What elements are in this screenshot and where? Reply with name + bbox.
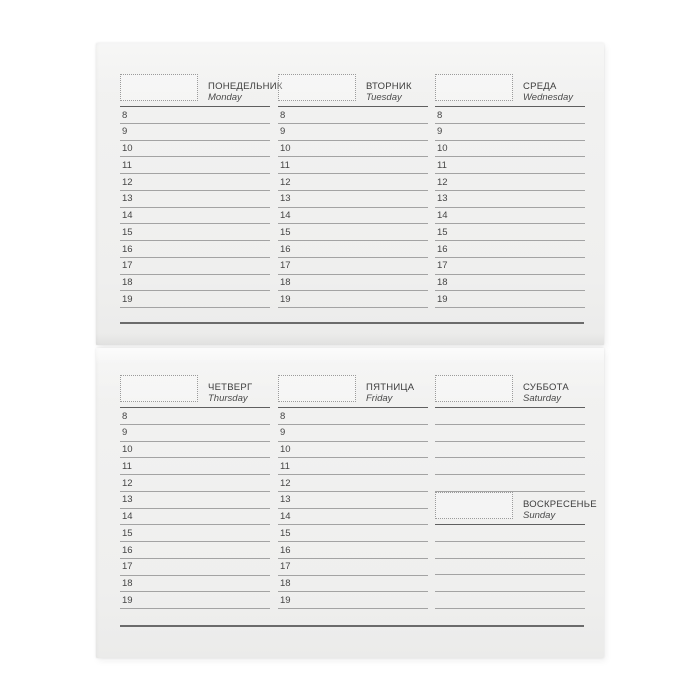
day-name-ru-tuesday: ВТОРНИК bbox=[366, 81, 412, 92]
hour-row-wednesday-9[interactable] bbox=[435, 124, 585, 141]
hour-row-thursday-12[interactable] bbox=[120, 475, 270, 492]
hour-label: 12 bbox=[122, 477, 133, 489]
hour-row-tuesday-18[interactable] bbox=[278, 275, 428, 292]
hour-label: 17 bbox=[280, 260, 291, 272]
hour-label: 16 bbox=[280, 544, 291, 556]
day-header-thursday bbox=[120, 348, 270, 408]
hour-row-friday-9[interactable] bbox=[278, 425, 428, 442]
hour-row-friday-15[interactable] bbox=[278, 525, 428, 542]
hour-label: 14 bbox=[122, 210, 133, 221]
hour-row-tuesday-8[interactable] bbox=[278, 107, 428, 124]
hour-label: 16 bbox=[280, 243, 291, 255]
hour-label: 18 bbox=[122, 578, 133, 589]
hour-label: 13 bbox=[280, 494, 291, 506]
hour-label: 10 bbox=[280, 143, 291, 154]
hour-label: 11 bbox=[122, 460, 132, 472]
hour-row-friday-11[interactable] bbox=[278, 458, 428, 475]
hour-label: 16 bbox=[122, 243, 133, 255]
hour-rows-monday bbox=[120, 107, 270, 308]
hour-row-tuesday-13[interactable] bbox=[278, 191, 428, 208]
day-name-en-wednesday: Wednesday bbox=[523, 92, 573, 103]
day-names-saturday bbox=[523, 382, 569, 404]
page-bottom-rule bbox=[120, 625, 584, 627]
hour-row-friday-16[interactable] bbox=[278, 542, 428, 559]
hour-label: 18 bbox=[122, 277, 133, 288]
date-entry-box-monday[interactable] bbox=[120, 74, 198, 101]
day-header-saturday bbox=[435, 348, 585, 408]
day-column-monday bbox=[120, 43, 283, 308]
day-names-thursday bbox=[208, 382, 252, 404]
date-entry-box-wednesday[interactable] bbox=[435, 74, 513, 101]
day-name-ru-sunday: ВОСКРЕСЕНЬЕ bbox=[523, 499, 597, 510]
hour-label: 10 bbox=[122, 444, 133, 455]
planner-page-bottom bbox=[96, 348, 604, 658]
hour-label: 19 bbox=[122, 293, 133, 305]
writing-line-sunday[interactable] bbox=[435, 575, 585, 592]
hour-label: 12 bbox=[280, 477, 291, 489]
writing-line-saturday[interactable] bbox=[435, 408, 585, 425]
day-column-tuesday bbox=[278, 43, 428, 308]
hour-label: 12 bbox=[122, 176, 133, 188]
day-column-thursday bbox=[120, 348, 270, 609]
date-entry-box-friday[interactable] bbox=[278, 375, 356, 402]
hour-row-monday-19[interactable] bbox=[120, 291, 270, 308]
writing-line-sunday[interactable] bbox=[435, 559, 585, 576]
day-header-tuesday bbox=[278, 43, 428, 107]
day-name-ru-wednesday: СРЕДА bbox=[523, 81, 557, 92]
hour-label: 11 bbox=[280, 159, 290, 171]
day-name-en-friday: Friday bbox=[366, 393, 393, 404]
hour-label: 15 bbox=[280, 226, 291, 238]
hour-row-wednesday-13[interactable] bbox=[435, 191, 585, 208]
writing-line-sunday[interactable] bbox=[435, 592, 585, 609]
day-name-en-monday: Monday bbox=[208, 92, 242, 103]
hour-row-thursday-16[interactable] bbox=[120, 542, 270, 559]
day-column-friday bbox=[278, 348, 428, 609]
hour-label: 19 bbox=[122, 594, 133, 606]
hour-row-thursday-11[interactable] bbox=[120, 458, 270, 475]
hour-row-thursday-13[interactable] bbox=[120, 492, 270, 509]
day-names-sunday bbox=[523, 499, 597, 521]
hour-row-thursday-8[interactable] bbox=[120, 408, 270, 425]
hour-row-monday-10[interactable] bbox=[120, 141, 270, 158]
hour-label: 10 bbox=[437, 143, 448, 154]
day-name-ru-saturday: СУББОТА bbox=[523, 382, 569, 393]
hour-row-thursday-9[interactable] bbox=[120, 425, 270, 442]
hour-row-wednesday-17[interactable] bbox=[435, 258, 585, 275]
hour-label: 8 bbox=[280, 410, 286, 422]
date-entry-box-saturday[interactable] bbox=[435, 375, 513, 402]
hour-label: 15 bbox=[280, 527, 291, 539]
hour-row-wednesday-19[interactable] bbox=[435, 291, 585, 308]
hour-label: 13 bbox=[122, 193, 133, 205]
day-header-wednesday bbox=[435, 43, 585, 107]
day-name-en-sunday: Sunday bbox=[523, 510, 556, 521]
day-names-tuesday bbox=[366, 81, 412, 103]
day-column-weekend bbox=[435, 348, 597, 609]
hour-label: 14 bbox=[280, 511, 291, 522]
hour-row-tuesday-11[interactable] bbox=[278, 157, 428, 174]
hour-label: 9 bbox=[280, 126, 286, 138]
writing-line-saturday[interactable] bbox=[435, 442, 585, 459]
hour-label: 16 bbox=[122, 544, 133, 556]
writing-line-sunday[interactable] bbox=[435, 525, 585, 542]
hour-row-wednesday-16[interactable] bbox=[435, 241, 585, 258]
hour-rows-thursday bbox=[120, 408, 270, 609]
hour-label: 8 bbox=[122, 410, 128, 422]
day-names-friday bbox=[366, 382, 414, 404]
hour-label: 19 bbox=[280, 594, 291, 606]
hour-row-monday-16[interactable] bbox=[120, 241, 270, 258]
hour-row-friday-13[interactable] bbox=[278, 492, 428, 509]
day-name-ru-monday: ПОНЕДЕЛЬНИК bbox=[208, 81, 283, 92]
hour-label: 11 bbox=[122, 159, 132, 171]
hour-label: 8 bbox=[280, 109, 286, 121]
day-header-sunday bbox=[435, 492, 597, 525]
hour-row-tuesday-15[interactable] bbox=[278, 224, 428, 241]
day-name-ru-friday: ПЯТНИЦА bbox=[366, 382, 415, 393]
hour-rows-wednesday bbox=[435, 107, 585, 308]
day-names-monday bbox=[208, 81, 283, 103]
hour-label: 13 bbox=[122, 494, 133, 506]
hour-row-monday-17[interactable] bbox=[120, 258, 270, 275]
hour-label: 15 bbox=[122, 226, 133, 238]
hour-label: 13 bbox=[437, 193, 448, 205]
hour-row-tuesday-10[interactable] bbox=[278, 141, 428, 158]
hour-row-tuesday-16[interactable] bbox=[278, 241, 428, 258]
hour-row-tuesday-9[interactable] bbox=[278, 124, 428, 141]
hour-row-friday-17[interactable] bbox=[278, 559, 428, 576]
hour-row-wednesday-18[interactable] bbox=[435, 275, 585, 292]
hour-label: 10 bbox=[122, 143, 133, 154]
hour-row-thursday-14[interactable] bbox=[120, 509, 270, 526]
hour-label: 13 bbox=[280, 193, 291, 205]
day-header-friday bbox=[278, 348, 428, 408]
hour-row-monday-11[interactable] bbox=[120, 157, 270, 174]
hour-row-monday-12[interactable] bbox=[120, 174, 270, 191]
hour-row-thursday-17[interactable] bbox=[120, 559, 270, 576]
day-name-en-saturday: Saturday bbox=[523, 393, 562, 404]
hour-label: 17 bbox=[280, 561, 291, 573]
hour-label: 9 bbox=[122, 427, 128, 439]
hour-label: 17 bbox=[122, 561, 133, 573]
hour-label: 9 bbox=[437, 126, 443, 138]
hour-label: 11 bbox=[280, 460, 290, 472]
hour-row-monday-8[interactable] bbox=[120, 107, 270, 124]
day-name-en-tuesday: Tuesday bbox=[366, 92, 402, 103]
date-entry-box-tuesday[interactable] bbox=[278, 74, 356, 101]
hour-label: 18 bbox=[280, 277, 291, 288]
hour-label: 16 bbox=[437, 243, 448, 255]
hour-label: 14 bbox=[280, 210, 291, 221]
day-column-wednesday bbox=[435, 43, 585, 308]
date-entry-box-sunday[interactable] bbox=[435, 492, 513, 519]
hour-row-thursday-10[interactable] bbox=[120, 442, 270, 459]
hour-label: 14 bbox=[122, 511, 133, 522]
hour-label: 18 bbox=[437, 277, 448, 288]
hour-label: 10 bbox=[280, 444, 291, 455]
hour-label: 15 bbox=[437, 226, 448, 238]
hour-label: 19 bbox=[280, 293, 291, 305]
hour-label: 12 bbox=[437, 176, 448, 188]
hour-row-wednesday-11[interactable] bbox=[435, 157, 585, 174]
day-header-monday bbox=[120, 43, 283, 107]
hour-row-wednesday-14[interactable] bbox=[435, 208, 585, 225]
hour-row-friday-10[interactable] bbox=[278, 442, 428, 459]
writing-line-sunday[interactable] bbox=[435, 542, 585, 559]
hour-row-thursday-15[interactable] bbox=[120, 525, 270, 542]
hour-label: 17 bbox=[122, 260, 133, 272]
hour-row-tuesday-17[interactable] bbox=[278, 258, 428, 275]
hour-label: 19 bbox=[437, 293, 448, 305]
hour-label: 17 bbox=[437, 260, 448, 272]
hour-label: 9 bbox=[122, 126, 128, 138]
hour-row-monday-9[interactable] bbox=[120, 124, 270, 141]
hour-row-tuesday-14[interactable] bbox=[278, 208, 428, 225]
hour-label: 8 bbox=[437, 109, 443, 121]
day-name-en-thursday: Thursday bbox=[208, 393, 248, 404]
writing-lines-sunday bbox=[435, 525, 585, 609]
writing-line-saturday[interactable] bbox=[435, 458, 585, 475]
hour-row-wednesday-8[interactable] bbox=[435, 107, 585, 124]
hour-label: 9 bbox=[280, 427, 286, 439]
hour-label: 14 bbox=[437, 210, 448, 221]
writing-line-saturday[interactable] bbox=[435, 425, 585, 442]
hour-row-monday-15[interactable] bbox=[120, 224, 270, 241]
hour-row-thursday-18[interactable] bbox=[120, 576, 270, 593]
hour-row-friday-8[interactable] bbox=[278, 408, 428, 425]
hour-row-wednesday-10[interactable] bbox=[435, 141, 585, 158]
hour-label: 15 bbox=[122, 527, 133, 539]
day-name-ru-thursday: ЧЕТВЕРГ bbox=[208, 382, 253, 393]
page-bottom-rule bbox=[120, 322, 584, 324]
writing-lines-saturday bbox=[435, 408, 585, 492]
writing-line-saturday[interactable] bbox=[435, 475, 585, 492]
hour-label: 8 bbox=[122, 109, 128, 121]
hour-row-tuesday-12[interactable] bbox=[278, 174, 428, 191]
hour-rows-friday bbox=[278, 408, 428, 609]
date-entry-box-thursday[interactable] bbox=[120, 375, 198, 402]
hour-row-friday-12[interactable] bbox=[278, 475, 428, 492]
hour-row-tuesday-19[interactable] bbox=[278, 291, 428, 308]
hour-row-friday-14[interactable] bbox=[278, 509, 428, 526]
hour-row-friday-18[interactable] bbox=[278, 576, 428, 593]
hour-row-monday-13[interactable] bbox=[120, 191, 270, 208]
day-names-wednesday bbox=[523, 81, 573, 103]
hour-rows-tuesday bbox=[278, 107, 428, 308]
hour-row-thursday-19[interactable] bbox=[120, 592, 270, 609]
hour-row-monday-14[interactable] bbox=[120, 208, 270, 225]
planner-page-top bbox=[96, 43, 604, 345]
hour-row-wednesday-15[interactable] bbox=[435, 224, 585, 241]
hour-row-friday-19[interactable] bbox=[278, 592, 428, 609]
hour-label: 11 bbox=[437, 159, 447, 171]
hour-row-wednesday-12[interactable] bbox=[435, 174, 585, 191]
hour-row-monday-18[interactable] bbox=[120, 275, 270, 292]
hour-label: 18 bbox=[280, 578, 291, 589]
hour-label: 12 bbox=[280, 176, 291, 188]
